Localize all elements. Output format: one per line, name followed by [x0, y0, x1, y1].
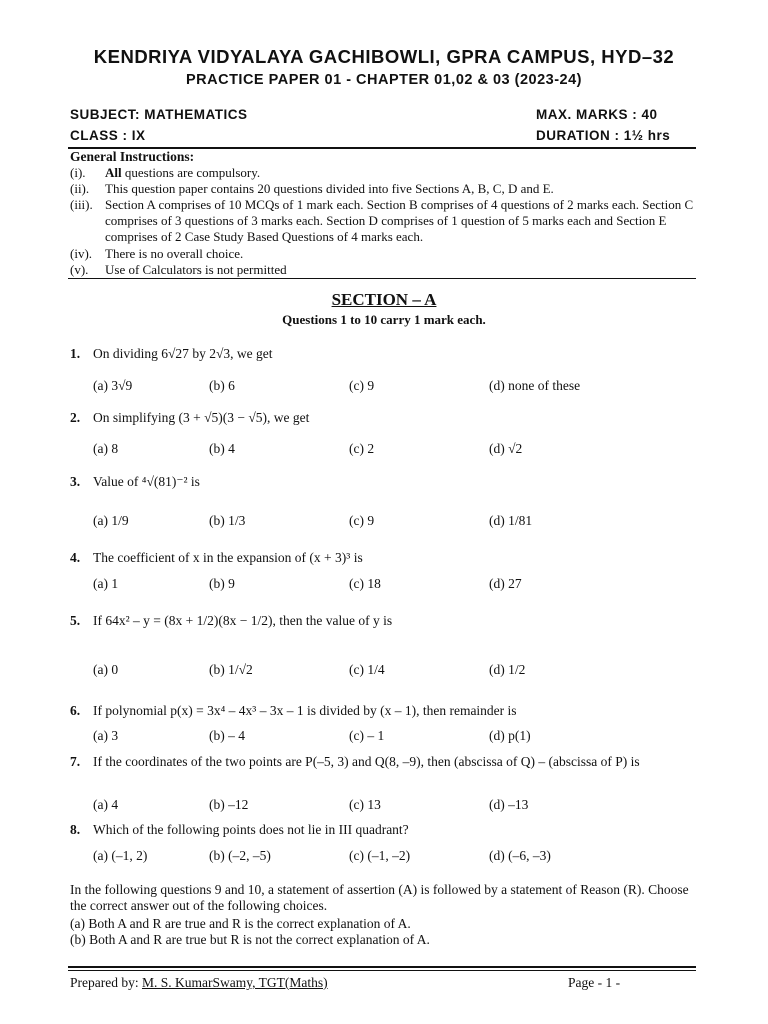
school-title: KENDRIYA VIDYALAYA GACHIBOWLI, GPRA CAMPUS, HYD–32	[93, 46, 675, 67]
option-b: (b) 4	[209, 441, 235, 456]
math-expression: ⁴√(81)⁻²	[141, 474, 188, 489]
option-d: (d) 1/2	[489, 662, 526, 677]
instruction-number: (iv).	[70, 246, 93, 261]
option-a: (a) 1	[93, 576, 119, 591]
question-number: 8.	[70, 822, 81, 837]
option-a: (a) 8	[93, 441, 119, 456]
option-c: (c) (–1, –2)	[349, 848, 411, 863]
question-text: On simplifying (3 + √5)(3 − √5), we get	[93, 410, 310, 425]
instruction-number: (i).	[70, 165, 86, 180]
option-b: (b) (–2, –5)	[209, 848, 271, 863]
option-b: (b) –12	[209, 797, 249, 812]
option-c: (c) 18	[349, 576, 381, 591]
duration-label: DURATION : 1½ hrs	[536, 128, 671, 143]
option-d: (d) 27	[489, 576, 522, 591]
page-number: Page - 1 -	[568, 975, 621, 990]
option-a: (a) 0	[93, 662, 119, 677]
option-d: (d) none of these	[489, 378, 581, 393]
question-text: The coefficient of x in the expansion of (x + 3)³ is	[93, 550, 363, 565]
option-d: (d) √2	[489, 441, 523, 456]
question-number: 5.	[70, 613, 81, 628]
section-subtitle: Questions 1 to 10 carry 1 mark each.	[282, 312, 486, 327]
option-c: (c) – 1	[349, 728, 385, 743]
instructions-divider	[68, 278, 696, 279]
option-d: (d) 1/81	[489, 513, 533, 528]
question-number: 7.	[70, 754, 81, 769]
subject-label: SUBJECT: MATHEMATICS	[70, 107, 248, 122]
option-c: (c) 2	[349, 441, 375, 456]
assertion-choice-b: (b) Both A and R are true but R is not the correct explanation of A.	[70, 932, 430, 947]
option-c: (c) 13	[349, 797, 381, 812]
option-c: (c) 9	[349, 513, 375, 528]
instruction-number: (v).	[70, 262, 89, 277]
class-label: CLASS : IX	[70, 128, 146, 143]
section-title: SECTION – A	[331, 290, 437, 309]
footer-divider	[68, 966, 696, 968]
option-b: (b) 1/3	[209, 513, 246, 528]
assertion-choice-a: (a) Both A and R are true and R is the correct explanation of A.	[70, 916, 411, 931]
option-d: (d) –13	[489, 797, 529, 812]
option-b: (b) 6	[209, 378, 235, 393]
question-text: On dividing 6√27 by 2√3, we get	[93, 346, 273, 361]
option-d: (d) p(1)	[489, 728, 531, 743]
option-d: (d) (–6, –3)	[489, 848, 551, 863]
question-number: 4.	[70, 550, 81, 565]
question-text: If 64x² – y = (8x + 1/2)(8x − 1/2), then the value of y is	[93, 613, 393, 628]
prepared-by: Prepared by: M. S. KumarSwamy, TGT(Maths)	[70, 975, 328, 990]
option-a: (a) 3√9	[93, 378, 133, 393]
instruction-item: There is no overall choice.	[105, 246, 244, 261]
question-number: 6.	[70, 703, 81, 718]
instruction-item: Use of Calculators is not permitted	[105, 262, 287, 277]
paper-title: PRACTICE PAPER 01 - CHAPTER 01,02 & 03 (2023-24)	[185, 72, 583, 88]
instruction-item: Section A comprises of 10 MCQs of 1 mark each. Section B comprises of 4 questions of 2 marks each. Section C comprises of 3 questions of 3 marks each. Section D comprises of 1 question of 5 marks each and Section E comprises of 2 Case Study Based Questions of 4 marks each.	[105, 197, 694, 244]
question-text: Value of ⁴√(81)⁻² is	[93, 474, 200, 489]
instruction-item: All questions are compulsory.	[105, 165, 261, 180]
option-a: (a) 3	[93, 728, 119, 743]
question-text: Which of the following points does not lie in III quadrant?	[93, 822, 409, 837]
question-text: If the coordinates of the two points are P(–5, 3) and Q(8, –9), then (abscissa of Q) – (abscissa of P) is	[93, 754, 640, 769]
math-expression: 6√27	[161, 346, 189, 361]
assertion-intro: In the following questions 9 and 10, a statement of assertion (A) is followed by a statement of Reason (R). Choose the correct answer out of the following choices.	[70, 882, 689, 913]
option-b: (b) 1/√2	[209, 662, 253, 677]
instruction-item: This question paper contains 20 questions divided into five Sections A, B, C, D and E.	[105, 181, 554, 196]
option-a: (a) 1/9	[93, 513, 129, 528]
option-c: (c) 1/4	[349, 662, 385, 677]
math-expression: (3 + √5)(3 − √5)	[178, 410, 268, 425]
instruction-number: (iii).	[70, 197, 93, 212]
question-text: If polynomial p(x) = 3x⁴ – 4x³ – 3x – 1 is divided by (x – 1), then remainder is	[93, 703, 517, 718]
instruction-number: (ii).	[70, 181, 90, 196]
question-number: 2.	[70, 410, 81, 425]
option-b: (b) – 4	[209, 728, 245, 743]
option-a: (a) 4	[93, 797, 119, 812]
max-marks-label: MAX. MARKS : 40	[536, 107, 658, 122]
option-b: (b) 9	[209, 576, 235, 591]
question-number: 3.	[70, 474, 81, 489]
math-expression: (8x + 1/2)(8x − 1/2)	[164, 613, 273, 628]
author-name: M. S. KumarSwamy, TGT(Maths)	[141, 975, 328, 990]
math-expression: 2√3	[209, 346, 231, 361]
footer-divider-thin	[68, 970, 696, 971]
option-c: (c) 9	[349, 378, 375, 393]
option-a: (a) (–1, 2)	[93, 848, 148, 863]
question-number: 1.	[70, 346, 81, 361]
instructions-title: General Instructions:	[70, 149, 195, 164]
